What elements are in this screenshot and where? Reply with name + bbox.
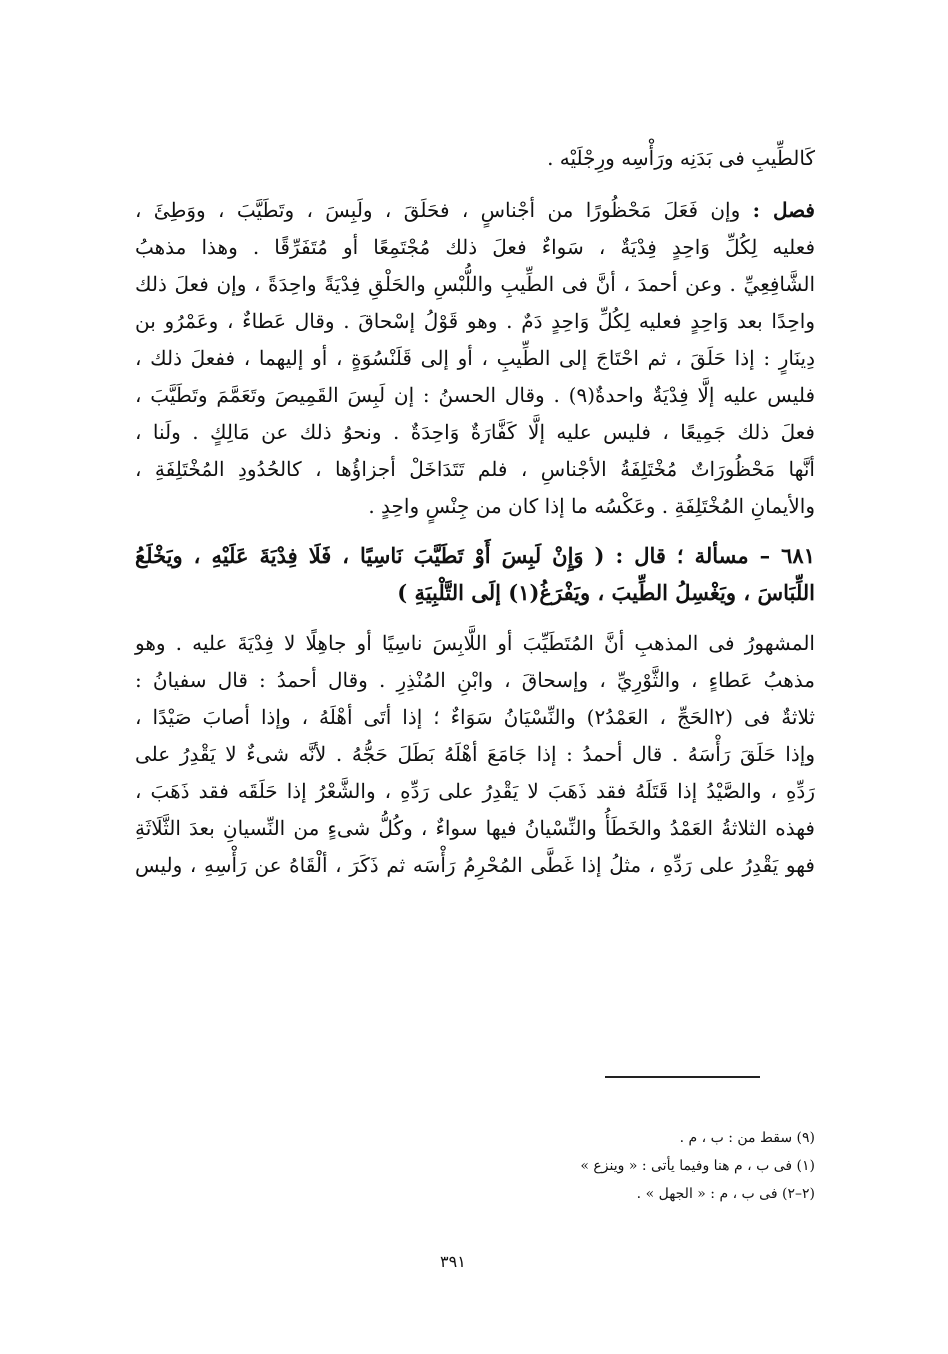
text-line: اللِّبَاسَ ، ويَغْسِلُ الطِّيبَ ، ويَفْرَغُ(١) إلَى التَّلْبِيَةِ )	[397, 580, 815, 605]
text-line: المشهورُ فى المذهبِ أنَّ المُتَطَيِّبَ أو اللَّابِسَ ناسِيًا أو جاهِلًا لا فِدْيَةَ عليه . وهو	[135, 631, 815, 655]
text-line: رَدِّهِ ، والصَّيْدُ إذا قَتَلَهُ فقد ذَهَبَ لا يَقْدِرُ على رَدِّهِ ، والشَّعْرُ إذا حَلَقَه فقد ذَهَبَ ،	[135, 779, 815, 803]
footnote: (٩) سقط من : ب ، م .	[679, 1130, 815, 1146]
page-number: ٣٩١	[440, 1252, 466, 1271]
text-line: كَالطِّيبِ فى بَدَنِه ورَأْسِه ورِجْلَيْه .	[547, 146, 815, 170]
text-line: وإذا حَلَقَ رَأْسَهُ . قال أحمدُ : إذا جَامَعَ أهْلَهُ بَطَلَ حَجُّهُ . لأنَّه شىءٌ لا يَقْدِرُ على	[135, 742, 815, 766]
text-line: فعلَ ذلك جَمِيعًا ، فليس عليه إلَّا كَفَّارَةٌ وَاحِدَةٌ . ونحوُ ذلك عن مَالِكٍ . ولَنا ،	[135, 420, 815, 444]
text-line: فهذه الثلاثةُ العَمْدُ والخَطَأُ والنِّسْيانُ فيها سواءٌ ، وكُلُّ شىءٍ من النِّسيانِ بعدَ الثَّلَاثَةِ	[135, 816, 815, 840]
text-line: فليس عليه إلَّا فِدْيَةٌ واحدةٌ(٩) . وقال الحسنُ : إن لَبِسَ القَمِيصَ وتَعَمَّمَ وتَطَيَّبَ ،	[135, 383, 816, 407]
text-line: فعليه لِكُلِّ وَاحِدٍ فِدْيَةٌ ، سَواءٌ فعلَ ذلك مُجْتَمِعًا أو مُتَفَرِّقًا . وهذا مذهبُ	[135, 235, 815, 259]
text-line: الشَّافِعِيِّ . وعن أحمدَ ، أنَّ فى الطِّيبِ واللُّبْسِ والحَلْقِ فِدْيَةً واحِدَةً ، وإن فعلَ ذلك	[135, 272, 815, 296]
footnote: (١) فى ب ، م هنا وفيما يأتى : « وينزع »	[580, 1158, 815, 1174]
paragraph-commentary	[135, 625, 815, 884]
text-line: ثلاثةٌ فى (٢الحَجِّ ، العَمْدُ٢) والنِّسْيَانُ سَوَاءٌ ؛ إذا أتَى أهْلَهُ ، وإذا أصابَ صَيْدًا ،	[135, 705, 815, 729]
text-line: دِينَارٍ : إذا حَلَقَ ، ثم احْتَاجَ إلى الطِّيبِ ، أو إلى قَلَنْسُوَةٍ ، أو إليهما ، ففعلَ ذلك ،	[135, 346, 815, 370]
footnote-divider	[605, 1076, 760, 1078]
footnote: (٢–٢) فى ب ، م : « الجهل » .	[636, 1186, 815, 1202]
text-line: ٦٨١ – مسألة ؛ قال : ( وَإِنْ لَبِسَ أَوْ تَطَيَّبَ نَاسِيًا ، فَلَا فِدْيَةَ عَلَيْهِ ، ويَخْلَعُ	[135, 543, 815, 568]
text-line: فهو يَقْدِرُ على رَدِّهِ ، مثلُ إذا غَطَّى المُحْرِمُ رَأْسَه ثم ذَكَرَ ، ألْقَاهُ عن رَأْسِهِ ، وليس	[135, 853, 815, 877]
footnotes	[415, 1124, 815, 1208]
text-line: واحِدًا بعد وَاحِدٍ فعليه لِكُلِّ وَاحِدٍ دَمٌ . وهو قَوْلُ إسْحاقَ . وقال عَطاءٌ ، وعَمْرُو بن	[135, 309, 815, 333]
paragraph-fasl	[135, 192, 815, 525]
text-line: مذهبُ عَطاءٍ ، والثَّوْرِيِّ ، وإسحاقَ ، وابْنِ المُنْذِرِ . وقال أحمدُ : قال سفيانُ :	[135, 668, 815, 692]
text-line: وإن فَعَلَ مَحْظُورًا من أجْناسٍ ، فحَلَقَ ، ولَبِسَ ، وتَطَيَّبَ ، ووَطِئَ ،	[135, 198, 753, 222]
text-line: والأيمانِ المُخْتَلِفَةِ . وعَكْسُه ما إذا كان من جِنْسٍ واحِدٍ .	[368, 494, 815, 518]
masala-heading	[135, 537, 815, 611]
text-line: أنَّها مَحْظُورَاتٌ مُخْتَلِفَةُ الأجْناسِ ، فلم تَتَدَاخَلْ أجزاؤُها ، كالحُدُودِ المُخْتَلِفَةِ ،	[135, 457, 815, 481]
section-label: فصل :	[752, 198, 815, 222]
paragraph-continuation	[135, 140, 815, 177]
